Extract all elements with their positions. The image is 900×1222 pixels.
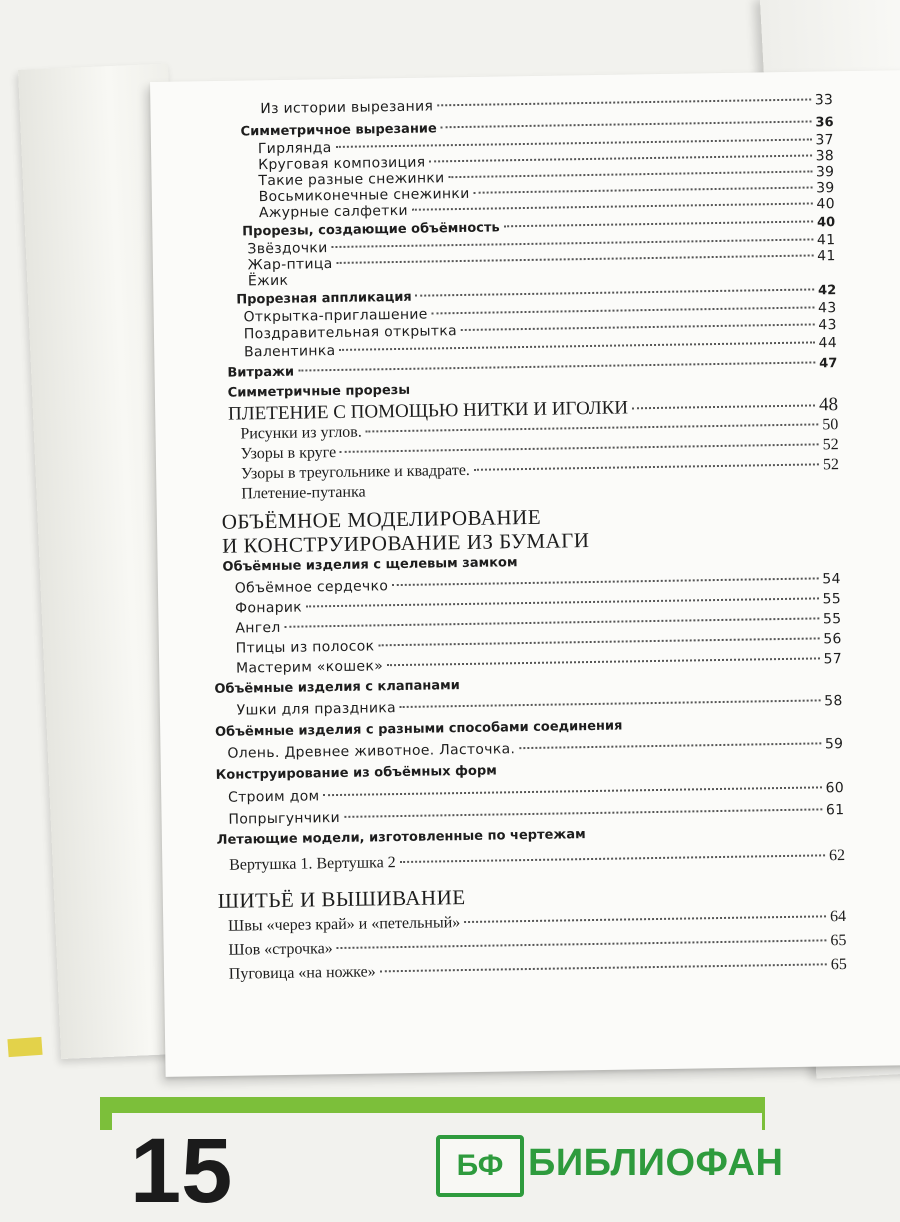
toc-entry-title: Птицы из полосок (235, 638, 375, 657)
toc-page-number: 56 (823, 631, 842, 648)
toc-section-heading: Объёмные изделия с клапанами (214, 678, 460, 697)
toc-entry-title: Олень. Древнее животное. Ласточка. (227, 741, 516, 762)
toc-page-number: 37 (815, 132, 834, 149)
toc-page-number: 59 (824, 736, 844, 753)
toc-entry-title: Узоры в треугольнике и квадрате. (240, 461, 471, 483)
toc-entry-title: Фонарик (234, 599, 303, 617)
toc-leader-dots (285, 617, 819, 627)
toc-entry (227, 356, 837, 381)
toc-leader-dots (378, 637, 819, 646)
toc-leader-dots (448, 170, 811, 178)
toc-leader-dots (331, 238, 812, 248)
toc-leader-dots (464, 915, 826, 923)
toc-page-number: 57 (823, 651, 843, 668)
toc-section-heading: Объёмные изделия с щелевым замком (222, 555, 518, 575)
toc-entry-title: Валентинка (243, 342, 336, 361)
toc-entry (227, 736, 843, 762)
toc-entry-title: Узоры в круге (240, 443, 337, 463)
toc-page-number: 52 (822, 456, 840, 474)
toc-entry (260, 92, 833, 117)
toc-entry-title: Ажурные салфетки (258, 202, 408, 222)
toc-leader-dots (441, 120, 812, 128)
toc-page-number: 40 (816, 196, 835, 213)
toc-section-heading: Объёмные изделия с разными способами соединения (214, 718, 623, 740)
toc-section-heading: Симметричные прорезы (227, 382, 411, 401)
toc-entry-title: Швы «через край» и «петельный» (227, 914, 461, 935)
toc-leader-dots (519, 742, 821, 749)
publisher-name: БИБЛИОФАН (528, 1142, 784, 1184)
toc-entry-title: Поздравительная открытка (243, 323, 458, 343)
toc-page-number: 40 (816, 215, 836, 231)
toc-entry-title: Рисунки из углов. (240, 423, 362, 443)
toc-page-number: 54 (822, 571, 841, 588)
toc-page-number: 44 (818, 335, 838, 352)
toc-leader-dots (474, 463, 819, 470)
toc-page-number: 55 (822, 611, 842, 628)
toc-leader-dots (632, 404, 815, 409)
toc-section-heading: И КОНСТРУИРОВАНИЕ ИЗ БУМАГИ (221, 528, 590, 558)
toc-section-heading: Плетение-путанка (241, 483, 366, 503)
toc-section-heading: ШИТЬЁ И ВЫШИВАНИЕ (217, 885, 466, 913)
toc-leader-dots (416, 288, 814, 296)
toc-page-number: 39 (815, 164, 835, 181)
toc-entry-title: Открытка-приглашение (243, 306, 428, 326)
toc-page-number: 64 (829, 908, 847, 926)
toc-entry (237, 693, 843, 719)
toc-section-heading: Конструирование из объёмных форм (215, 763, 497, 783)
toc-entry-title: Вертушка 1. Вертушка 2 (229, 854, 396, 874)
toc-page-number: 43 (818, 317, 837, 334)
toc-leader-dots (504, 220, 813, 227)
toc-page-number: 42 (817, 283, 837, 299)
toc-page-number: 65 (830, 956, 847, 974)
table-of-contents (205, 82, 849, 983)
toc-entry-title: Мастерим «кошек» (235, 658, 384, 677)
toc-page-number: 33 (814, 92, 834, 109)
toc-leader-dots (366, 423, 819, 432)
toc-entry-title: Попрыгунчики (228, 809, 341, 828)
toc-entry-title: Звёздочки (247, 240, 328, 258)
toc-leader-dots (400, 699, 820, 708)
toc-leader-dots (306, 597, 819, 607)
toc-entry-title: Гирлянда (257, 140, 332, 158)
toc-leader-dots (344, 808, 822, 818)
toc-entry-title: Пуговица «на ножке» (228, 963, 376, 983)
toc-page-number: 41 (817, 248, 836, 265)
publisher-logo (436, 1135, 524, 1197)
toc-leader-dots (298, 361, 815, 371)
toc-entry-title: Объёмное сердечко (234, 578, 389, 597)
toc-leader-dots (400, 854, 825, 863)
toc-page-number: 38 (815, 148, 835, 165)
toc-page-number: 47 (819, 356, 838, 372)
toc-leader-dots (412, 202, 813, 210)
toc-page-number: 62 (828, 847, 846, 865)
toc-entry-title: Строим дом (227, 788, 320, 806)
toc-entry-title: Жар-птица (247, 256, 333, 274)
toc-leader-dots (461, 323, 814, 331)
toc-page-number: 39 (816, 180, 835, 197)
toc-entry-title: Такие разные снежинки (258, 170, 445, 190)
toc-leader-dots (340, 443, 819, 453)
toc-entry-title: ПЛЕТЕНИЕ С ПОМОЩЬЮ НИТКИ И ИГОЛКИ (227, 397, 629, 425)
toc-leader-dots (380, 963, 827, 972)
toc-entry-title: Ангел (235, 619, 281, 637)
toc-leader-dots (337, 939, 827, 949)
toc-entry-title: Из истории вырезания (260, 98, 434, 118)
toc-entry-title: Прорезная аппликация (236, 289, 412, 308)
toc-entry (228, 802, 844, 828)
toc-entry-title: Прорезы, создающие объёмность (242, 220, 500, 240)
toc-leader-dots (336, 138, 812, 147)
toc-leader-dots (437, 98, 811, 106)
size-label: 15 (130, 1120, 233, 1222)
toc-leader-dots (392, 577, 818, 586)
toc-entry (228, 932, 846, 960)
toc-leader-dots (429, 154, 811, 162)
cover-edge (7, 1037, 42, 1057)
toc-section-heading: Ёжик (247, 272, 289, 290)
toc-entry-title: Витражи (227, 364, 295, 381)
toc-entry-title: Круговая композиция (258, 154, 426, 174)
toc-entry-title: Шов «строчка» (228, 940, 333, 959)
toc-leader-dots (387, 657, 820, 666)
toc-leader-dots (323, 786, 821, 796)
toc-leader-dots (339, 341, 814, 350)
toc-page-number: 60 (825, 780, 845, 797)
toc-entry (228, 780, 844, 806)
toc-page-number: 61 (825, 802, 845, 819)
toc-page-number: 43 (817, 300, 837, 317)
toc-leader-dots (337, 254, 814, 263)
toc-page-number: 50 (822, 416, 839, 434)
toc-page-number: 48 (818, 394, 839, 416)
toc-section-heading: Летающие модели, изготовленные по чертежам (216, 827, 586, 848)
toc-page-number: 55 (822, 591, 842, 608)
logo-mark: БФ (456, 1149, 504, 1182)
toc-entry-title: Восьмиконечные снежинки (258, 185, 470, 206)
toc-page-number: 58 (824, 693, 843, 710)
toc-leader-dots (474, 186, 813, 193)
toc-entry (229, 847, 845, 875)
toc-section-heading: ОБЪЁМНОЕ МОДЕЛИРОВАНИЕ (221, 504, 542, 534)
toc-entry-title: Симметричное вырезание (240, 121, 437, 140)
toc-page-number: 65 (830, 932, 847, 950)
toc-page-number: 36 (815, 115, 834, 131)
toc-page-number: 52 (822, 436, 839, 454)
toc-entry-title: Ушки для праздника (236, 700, 397, 719)
toc-leader-dots (432, 306, 814, 314)
toc-page-number: 41 (816, 232, 836, 249)
